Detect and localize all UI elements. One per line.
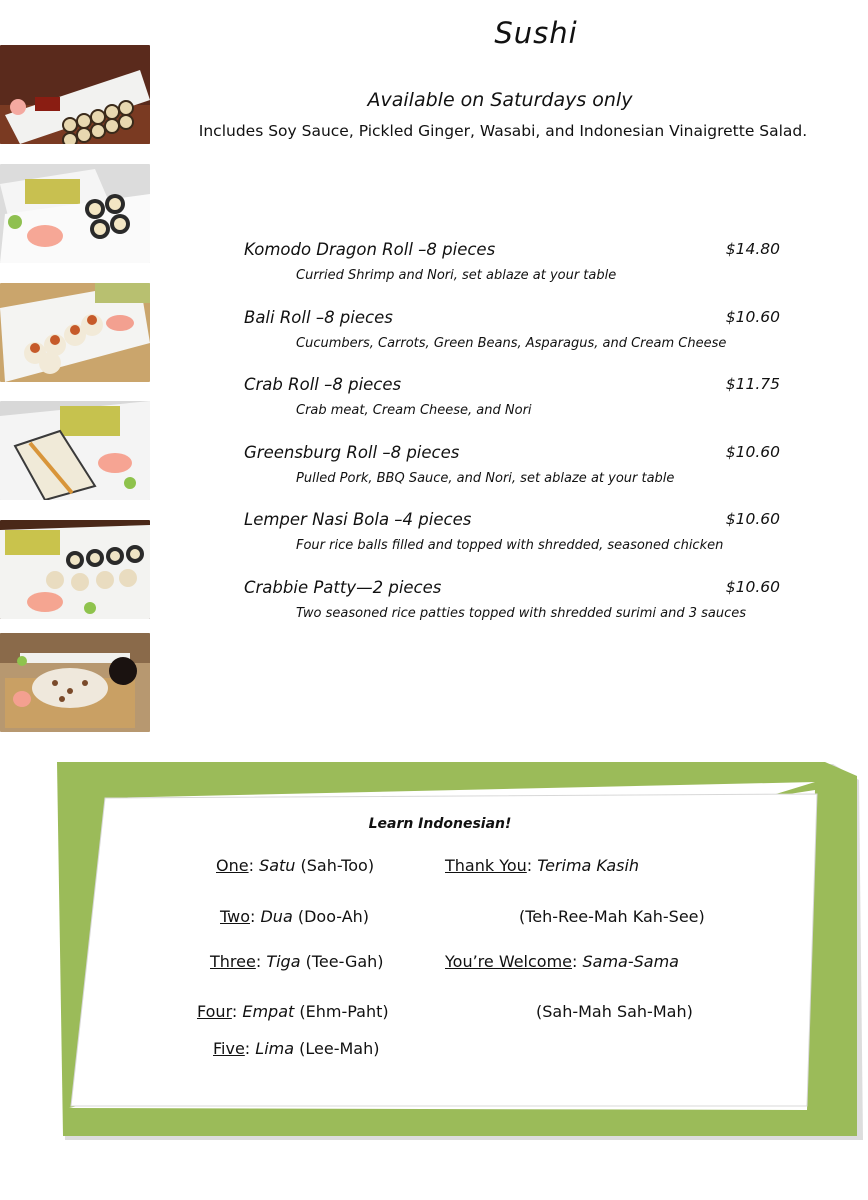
menu-item [244,441,784,509]
vocab-three: Three: Tiga (Tee-Gah) [210,952,384,971]
menu-item-name: Crab Roll –8 pieces [244,375,402,395]
crabbie-patty-photo [0,633,150,732]
availability-note: Available on Saturdays only [367,89,633,111]
vocab-thank-you: Thank You: Terima Kasih [445,856,640,875]
vocab-youre-welcome-pronunciation: (Sah-Mah Sah-Mah) [536,1002,693,1021]
menu-item-description: Pulled Pork, BBQ Sauce, and Nori, set ablaze at your table [296,470,675,486]
vocab-thank-you-pronunciation: (Teh-Ree-Mah Kah-See) [519,907,705,926]
topped-rolls-photo [0,283,150,382]
vocab-five: Five: Lima (Lee-Mah) [213,1039,380,1058]
learn-indonesian-title: Learn Indonesian! [368,816,512,832]
menu-item-price: $14.80 [725,240,780,258]
menu-item [244,306,784,374]
sushi-menu-list [244,238,784,644]
menu-item-price: $10.60 [725,577,780,596]
menu-item-name: Komodo Dragon Roll –8 pieces [244,240,496,259]
menu-item-description: Curried Shrimp and Nori, set ablaze at your table [296,268,617,283]
includes-note: Includes Soy Sauce, Pickled Ginger, Wasabi, and Indonesian Vinaigrette Salad. [198,122,808,140]
long-roll-photo [0,401,150,500]
menu-item-price: $10.60 [725,307,780,326]
assorted-rolls-photo [0,520,150,619]
menu-item-name: Crabbie Patty—2 pieces [244,577,442,597]
menu-item-price: $11.75 [725,375,780,394]
vocab-youre-welcome: You’re Welcome: Sama-Sama [445,952,679,971]
menu-item-price: $10.60 [725,510,780,529]
menu-item-description: Two seasoned rice patties topped with shredded surimi and 3 sauces [296,605,747,621]
vocab-two: Two: Dua (Doo-Ah) [220,907,370,926]
menu-item-name: Greensburg Roll –8 pieces [244,442,460,462]
vocab-four: Four: Empat (Ehm-Paht) [197,1002,389,1021]
menu-item-name: Lemper Nasi Bola –4 pieces [244,510,472,530]
menu-item-name: Bali Roll –8 pieces [244,307,393,327]
menu-item-description: Cucumbers, Carrots, Green Beans, Asparagus, and Cream Cheese [296,335,727,351]
menu-item [244,373,784,441]
menu-item-description: Crab meat, Cream Cheese, and Nori [296,403,532,419]
sushi-with-salad-photo [0,164,150,263]
menu-item [244,238,784,306]
page-title: Sushi [494,16,578,50]
vocab-one: One: Satu (Sah-Too) [216,856,375,875]
menu-item [244,576,784,644]
sushi-roll-platter-photo [0,45,150,144]
menu-item-price: $10.60 [725,442,780,461]
menu-item-description: Four rice balls filled and topped with shredded, seasoned chicken [296,538,724,554]
menu-item [244,508,784,576]
